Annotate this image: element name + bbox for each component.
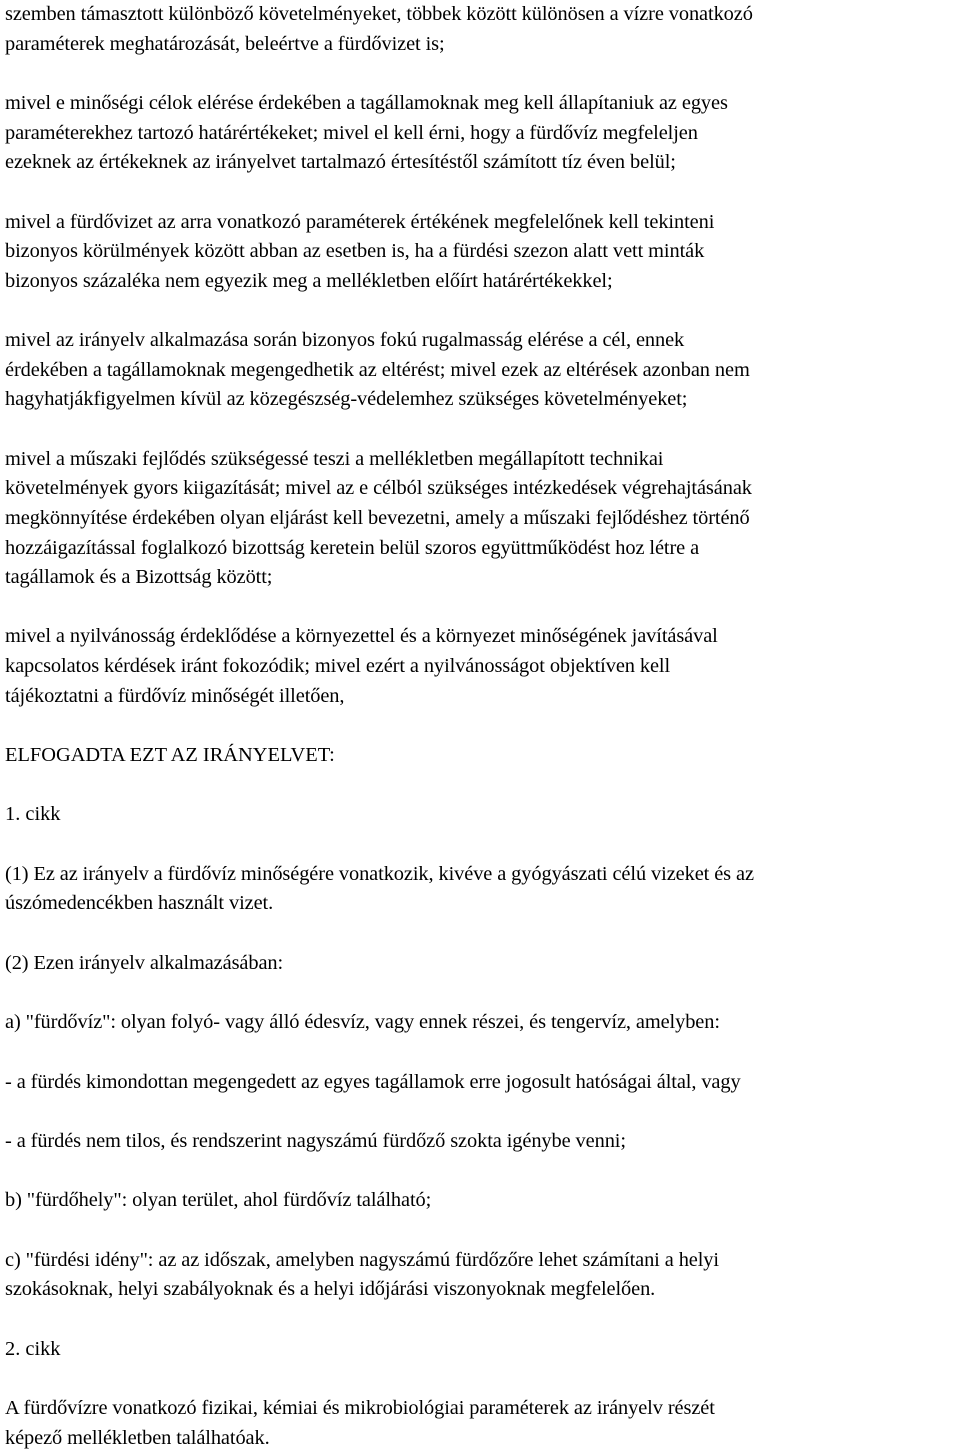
text-line: hozzáigazítással foglalkozó bizottság keretein belül szoros együttműködést hoz létre a bbox=[5, 536, 700, 559]
text-line: mivel a műszaki fejlődés szükségessé teszi a mellékletben megállapított technikai bbox=[5, 447, 664, 470]
text-line: paraméterek meghatározását, beleértve a fürdővizet is; bbox=[5, 32, 445, 55]
text-line: ezeknek az értékeknek az irányelvet tartalmazó értesítéstől számított tíz éven belül; bbox=[5, 151, 676, 174]
text-line: mivel e minőségi célok elérése érdekében a tagállamoknak meg kell állapítaniuk az egyes bbox=[5, 91, 728, 114]
article-1-paragraph-2 bbox=[5, 949, 960, 979]
text-line: mivel az irányelv alkalmazása során bizonyos fokú rugalmasság elérése a cél, ennek bbox=[5, 329, 685, 352]
text-line: - a fürdés nem tilos, és rendszerint nagyszámú fürdőző szokta igénybe venni; bbox=[5, 1130, 626, 1152]
text-line: bizonyos körülmények között abban az esetben is, ha a fürdési szezon alatt vett minták bbox=[5, 240, 705, 263]
text-line: c) "fürdési idény": az az időszak, amelyben nagyszámú fürdőzőre lehet számítani a helyi bbox=[5, 1248, 719, 1271]
paragraph-recital-compliance bbox=[5, 208, 960, 297]
definition-b-bathing-area bbox=[5, 1186, 960, 1216]
article-2-heading bbox=[5, 1335, 960, 1365]
text-line: megkönnyítése érdekében olyan eljárást kell bevezetni, amely a műszaki fejlődéshez történő bbox=[5, 506, 750, 529]
text-line: (1) Ez az irányelv a fürdővíz minőségére vonatkozik, kivéve a gyógyászati célú vizeket és az bbox=[5, 862, 754, 885]
text-line: b) "fürdőhely": olyan terület, ahol fürdővíz található; bbox=[5, 1189, 432, 1212]
adoption-heading bbox=[5, 741, 960, 771]
text-line: tájékoztatni a fürdővíz minőségét illetően, bbox=[5, 684, 345, 707]
paragraph-recital-public-information bbox=[5, 622, 960, 711]
paragraph-recital-flexibility bbox=[5, 326, 960, 415]
paragraph-recital-limit-values bbox=[5, 89, 960, 178]
text-line: mivel a fürdővizet az arra vonatkozó paraméterek értékének megfelelőnek kell tekinteni bbox=[5, 210, 715, 233]
text-line: érdekében a tagállamoknak megengedhetik az eltérést; mivel ezek az eltérések azonban nem bbox=[5, 358, 750, 381]
text-line: paraméterekhez tartozó határértékeket; mivel el kell érni, hogy a fürdővíz megfeleljen bbox=[5, 121, 698, 144]
text-line: 1. cikk bbox=[5, 803, 61, 826]
definition-c-bathing-season bbox=[5, 1246, 960, 1305]
text-line: szemben támasztott különböző követelményeket, többek között különösen a vízre vonatkozó bbox=[5, 3, 753, 25]
paragraph-intro-continuation bbox=[5, 0, 960, 59]
document-page bbox=[5, 0, 960, 1453]
text-line: mivel a nyilvánosság érdeklődése a környezettel és a környezet minőségének javításával bbox=[5, 625, 718, 648]
text-line: bizonyos százaléka nem egyezik meg a mellékletben előírt határértékekkel; bbox=[5, 269, 613, 292]
definition-a-condition-1 bbox=[5, 1068, 960, 1098]
text-line: - a fürdés kimondottan megengedett az egyes tagállamok erre jogosult hatóságai által, vagy bbox=[5, 1070, 741, 1093]
article-1-paragraph-1 bbox=[5, 860, 960, 919]
text-line: követelmények gyors kiigazítását; mivel az e célból szükséges intézkedések végrehajtásának bbox=[5, 477, 752, 500]
definition-a-condition-2 bbox=[5, 1127, 960, 1157]
paragraph-recital-technical-progress bbox=[5, 445, 960, 593]
text-line: a) "fürdővíz": olyan folyó- vagy álló édesvíz, vagy ennek részei, és tengervíz, amelyben: bbox=[5, 1011, 720, 1034]
text-line: képező mellékletben találhatóak. bbox=[5, 1426, 270, 1449]
text-line: kapcsolatos kérdések iránt fokozódik; mivel ezért a nyilvánosságot objektíven kell bbox=[5, 655, 671, 678]
text-line: hagyhatjákfigyelmen kívül az közegészség-védelemhez szükséges követelményeket; bbox=[5, 388, 688, 411]
text-line: A fürdővízre vonatkozó fizikai, kémiai és mikrobiológiai paraméterek az irányelv részét bbox=[5, 1397, 715, 1420]
definition-a-bathing-water bbox=[5, 1008, 960, 1038]
article-1-heading bbox=[5, 800, 960, 830]
text-line: szokásoknak, helyi szabályoknak és a helyi időjárási viszonyoknak megfelelően. bbox=[5, 1278, 656, 1301]
text-line: tagállamok és a Bizottság között; bbox=[5, 566, 273, 589]
text-line: úszómedencékben használt vizet. bbox=[5, 892, 274, 915]
text-line: ELFOGADTA EZT AZ IRÁNYELVET: bbox=[5, 744, 335, 767]
text-line: 2. cikk bbox=[5, 1337, 61, 1360]
article-2-paragraph bbox=[5, 1394, 960, 1453]
text-line: (2) Ezen irányelv alkalmazásában: bbox=[5, 951, 284, 974]
